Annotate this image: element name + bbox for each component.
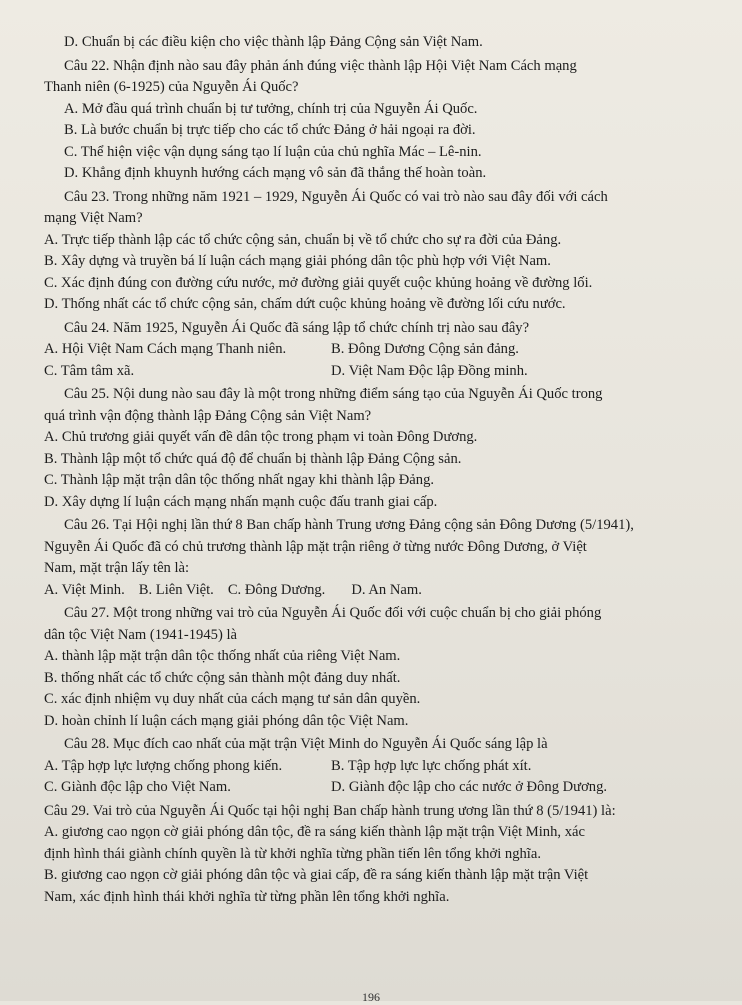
q22-option-c: C. Thể hiện việc vận dụng sáng tạo lí luận của chủ nghĩa Mác – Lê-nin. xyxy=(64,143,482,160)
q23-stem-cont: mạng Việt Nam? xyxy=(44,210,143,226)
q28-option-c: C. Giành độc lập cho Việt Nam. xyxy=(44,779,231,795)
q25-stem: Câu 25. Nội dung nào sau đây là một trong những điểm sáng tạo của Nguyễn Ái Quốc trong xyxy=(64,386,603,402)
q28-option-b: B. Tập hợp lực lực chống phát xít. xyxy=(331,757,532,774)
q26-option-a: A. Việt Minh. xyxy=(44,581,125,598)
page-number: 196 xyxy=(362,990,380,1004)
q29-option-a: A. giương cao ngọn cờ giải phóng dân tộc, đề ra sáng kiến thành lập mặt trận Việt Minh, xác xyxy=(44,824,585,840)
q25-option-d: D. Xây dựng lí luận cách mạng nhấn mạnh cuộc đấu tranh giai cấp. xyxy=(44,493,438,510)
q29-option-a-cont: định hình thái giành chính quyền là từ khởi nghĩa từng phần tiến lên tổng khởi nghĩa. xyxy=(44,845,541,862)
q28-stem: Câu 28. Mục đích cao nhất của mặt trận Việt Minh do Nguyễn Ái Quốc sáng lập là xyxy=(64,736,548,752)
q22-option-d: D. Khẳng định khuynh hướng cách mạng vô sản đã thắng thế hoàn toàn. xyxy=(64,165,487,181)
q24-options-row2 xyxy=(42,361,702,383)
q25-option-a: A. Chủ trương giải quyết vấn đề dân tộc trong phạm vi toàn Đông Dương. xyxy=(44,429,478,445)
q29-stem: Câu 29. Vai trò của Nguyễn Ái Quốc tại hội nghị Ban chấp hành trung ương lần thứ 8 (5/1941) là: xyxy=(44,802,616,819)
q27-option-c: C. xác định nhiệm vụ duy nhất của cách mạng tư sản dân quyền. xyxy=(44,691,421,707)
q21-option-d: D. Chuẩn bị các điều kiện cho việc thành lập Đảng Cộng sản Việt Nam. xyxy=(64,34,483,50)
q23-option-d: D. Thống nhất các tổ chức cộng sản, chấm dứt cuộc khủng hoảng về đường lối cứu nước. xyxy=(44,296,566,312)
q27-option-a: A. thành lập mặt trận dân tộc thống nhất của riêng Việt Nam. xyxy=(44,648,401,664)
q23-option-b: B. Xây dựng và truyền bá lí luận cách mạng giải phóng dân tộc phù hợp với Việt Nam. xyxy=(44,253,551,269)
q22-stem-cont: Thanh niên (6-1925) của Nguyễn Ái Quốc? xyxy=(44,79,299,95)
q27-option-b: B. thống nhất các tổ chức cộng sản thành một đảng duy nhất. xyxy=(44,669,401,686)
q24-option-c: C. Tâm tâm xã. xyxy=(44,362,135,379)
q23-option-a: A. Trực tiếp thành lập các tổ chức cộng sản, chuẩn bị về tổ chức cho sự ra đời của Đảng. xyxy=(44,231,562,248)
q22-option-b: B. Là bước chuẩn bị trực tiếp cho các tổ chức Đảng ở hải ngoại ra đời. xyxy=(64,122,476,138)
q22-stem: Câu 22. Nhận định nào sau đây phản ánh đúng việc thành lập Hội Việt Nam Cách mạng xyxy=(64,57,577,74)
q23-option-c: C. Xác định đúng con đường cứu nước, mở đường giải quyết cuộc khủng hoảng về đường lối. xyxy=(44,274,593,291)
q28-option-a: A. Tập hợp lực lượng chống phong kiến. xyxy=(44,757,283,774)
q24-option-a: A. Hội Việt Nam Cách mạng Thanh niên. xyxy=(44,341,287,357)
q28-options-row2 xyxy=(42,777,702,799)
q29-option-b-cont: Nam, xác định hình thái khởi nghĩa từ từng phần lên tổng khởi nghĩa. xyxy=(44,888,450,905)
q24-option-b: B. Đông Dương Cộng sản đảng. xyxy=(331,341,519,357)
q25-option-c: C. Thành lập mặt trận dân tộc thống nhất ngay khi thành lập Đảng. xyxy=(44,472,435,488)
q24-option-d: D. Việt Nam Độc lập Đồng minh. xyxy=(331,362,528,379)
q26-options xyxy=(42,580,702,602)
q27-stem-cont: dân tộc Việt Nam (1941-1945) là xyxy=(44,626,237,643)
q28-options-row1 xyxy=(42,756,702,778)
q22-option-a: A. Mở đầu quá trình chuẩn bị tư tưởng, chính trị của Nguyễn Ái Quốc. xyxy=(64,100,478,117)
q24-stem: Câu 24. Năm 1925, Nguyễn Ái Quốc đã sáng lập tổ chức chính trị nào sau đây? xyxy=(64,319,530,336)
q23-stem: Câu 23. Trong những năm 1921 – 1929, Nguyễn Ái Quốc có vai trò nào sau đây đối với cách xyxy=(64,188,608,205)
q24-options-row1 xyxy=(42,339,702,361)
q28-option-d: D. Giành độc lập cho các nước ở Đông Dương. xyxy=(331,779,608,795)
q26-stem-cont-1: Nguyễn Ái Quốc đã có chủ trương thành lập mặt trận riêng ở từng nước Đông Dương, ở Việt xyxy=(44,538,587,555)
q27-option-d: D. hoàn chỉnh lí luận cách mạng giải phóng dân tộc Việt Nam. xyxy=(44,712,409,729)
q26-option-b: B. Liên Việt. xyxy=(138,581,214,598)
q26-option-d: D. An Nam. xyxy=(351,581,422,598)
q29-option-b: B. giương cao ngọn cờ giải phóng dân tộc và giai cấp, đề ra sáng kiến thành lập mặt trận Việt xyxy=(44,867,589,883)
q27-stem: Câu 27. Một trong những vai trò của Nguyễn Ái Quốc đối với cuộc chuẩn bị cho giải phóng xyxy=(64,605,602,621)
q26-stem-cont-2: Nam, mặt trận lấy tên là: xyxy=(44,560,190,576)
q26-stem: Câu 26. Tại Hội nghị lần thứ 8 Ban chấp hành Trung ương Đảng cộng sản Đông Dương (5/1941), xyxy=(64,517,634,533)
q25-option-b: B. Thành lập một tổ chức quá độ để chuẩn bị thành lập Đảng Cộng sản. xyxy=(44,450,462,467)
q25-stem-cont: quá trình vận động thành lập Đảng Cộng sản Việt Nam? xyxy=(44,407,372,424)
q26-option-c: C. Đông Dương. xyxy=(227,581,326,598)
